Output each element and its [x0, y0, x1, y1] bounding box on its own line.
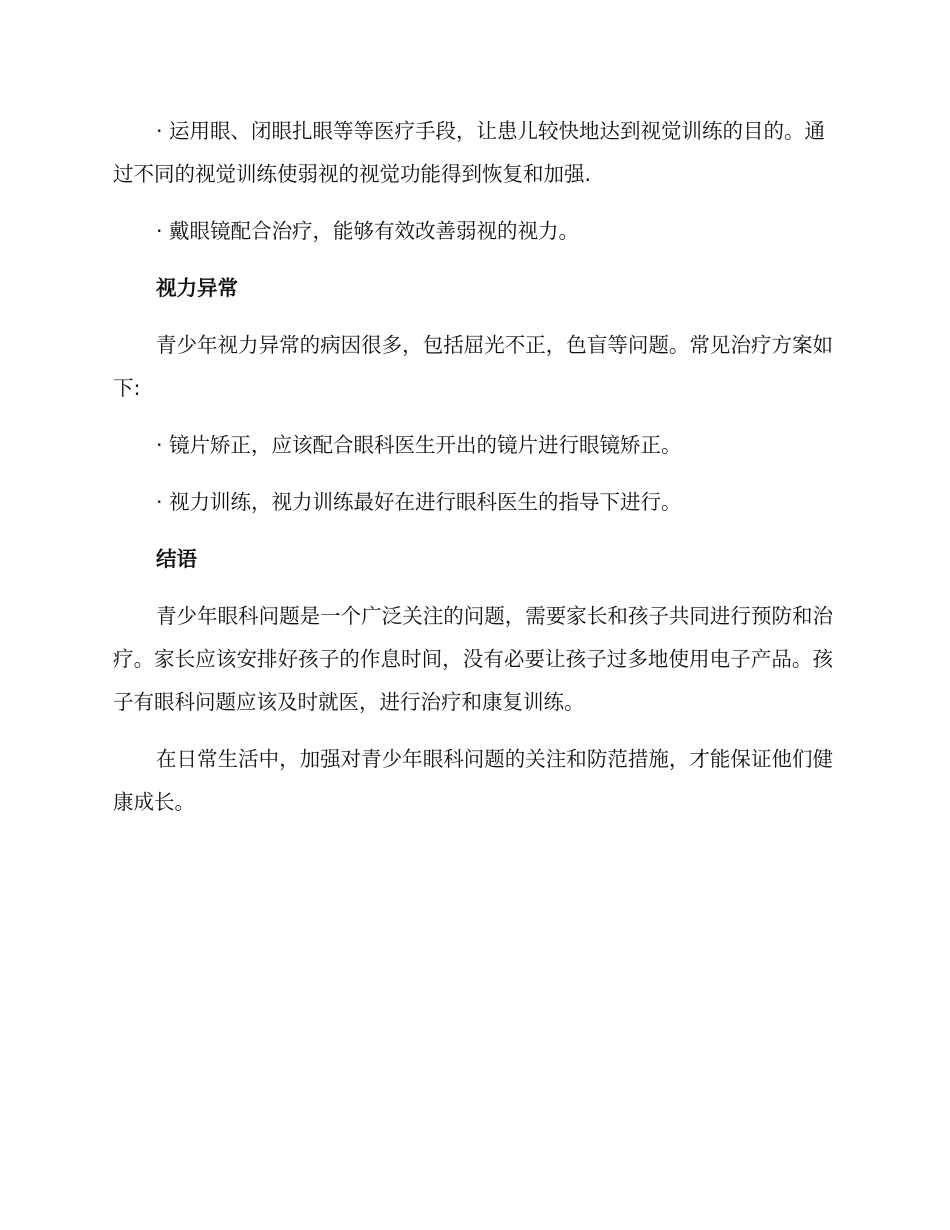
paragraph-conclusion-2: 在日常生活中，加强对青少年眼科问题的关注和防范措施，才能保证他们健康成长。 — [113, 747, 833, 814]
bullet-vision-training: · 视力训练，视力训练最好在进行眼科医生的指导下进行。 — [156, 490, 682, 514]
section-heading-vision-abnormality: 视力异常 — [156, 276, 238, 300]
section-heading-conclusion: 结语 — [156, 547, 197, 571]
bullet-visual-training: · 运用眼、闭眼扎眼等等医疗手段，让患儿较快地达到视觉训练的目的。通过不同的视觉训练使弱视的视觉功能得到恢复和加强. — [113, 119, 826, 186]
bullet-glasses-therapy: · 戴眼镜配合治疗，能够有效改善弱视的视力。 — [156, 219, 580, 243]
paragraph-vision-abnormality: 青少年视力异常的病因很多，包括屈光不正，色盲等问题。常见治疗方案如下: — [113, 333, 833, 400]
paragraph-conclusion-1: 青少年眼科问题是一个广泛关注的问题，需要家长和孩子共同进行预防和治疗。家长应该安排好孩子的作息时间，没有必要让孩子过多地使用电子产品。孩子有眼科问题应该及时就医，进行治疗和康复训练。 — [113, 604, 833, 714]
document-body — [113, 110, 833, 838]
bullet-lens-correction: · 镜片矫正，应该配合眼科医生开出的镜片进行眼镜矫正。 — [156, 433, 682, 457]
